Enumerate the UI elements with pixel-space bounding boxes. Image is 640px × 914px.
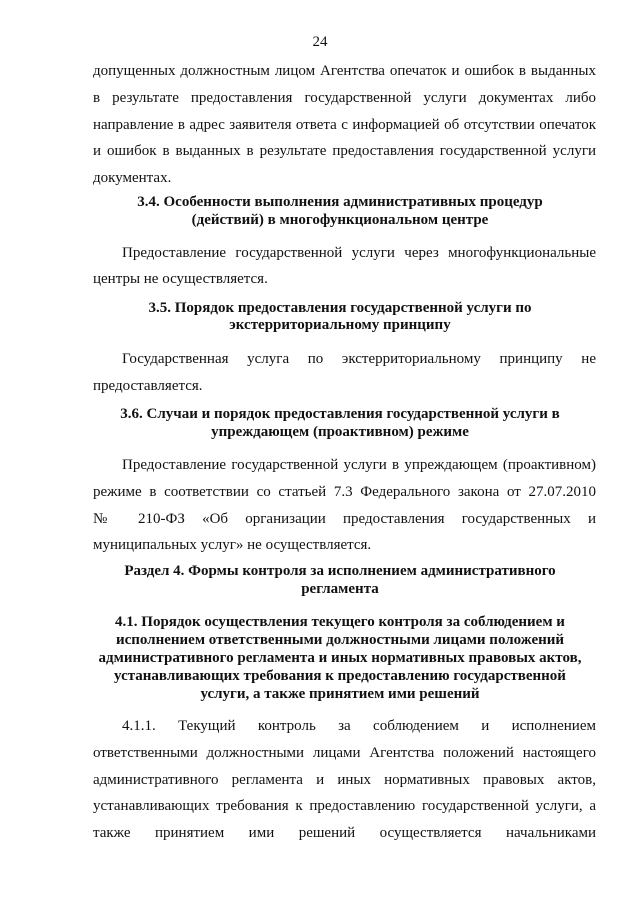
paragraph-1-line-5: документах. [93, 170, 172, 186]
paragraph-1-line-2: в результате предоставления государственной услуги документах либо [93, 90, 596, 106]
heading-4-1-line-4: устанавливающих требования к предоставлению государственной [114, 668, 566, 684]
paragraph-3-line-2: предоставляется. [93, 378, 203, 394]
heading-3-4-line-2: (действий) в многофункциональном центре [191, 212, 489, 228]
paragraph-1-line-3: направление в адрес заявителя ответа с информацией об отсутствии опечаток [93, 117, 596, 133]
paragraph-5-line-3: административного регламента и иных нормативных правовых актов, [93, 772, 596, 788]
paragraph-2-line-1: Предоставление государственной услуги через многофункциональные [122, 245, 596, 261]
page-number: 24 [312, 34, 328, 50]
heading-3-6-line-2: упреждающем (проактивном) режиме [211, 424, 469, 440]
heading-4-1-line-1: 4.1. Порядок осуществления текущего контроля за соблюдением и [115, 614, 565, 630]
paragraph-4-line-4: муниципальных услуг» не осуществляется. [93, 537, 372, 553]
paragraph-5-line-5: также принятием ими решений осуществляется начальниками [93, 825, 596, 841]
paragraph-4-line-1: Предоставление государственной услуги в упреждающем (проактивном) [122, 457, 596, 473]
heading-4-1-line-3: административного регламента и иных нормативных правовых актов, [98, 650, 582, 666]
heading-3-6-line-1: 3.6. Случаи и порядок предоставления государственной услуги в [120, 406, 560, 422]
heading-4-1-line-5: услуги, а также принятием ими решений [200, 686, 480, 702]
paragraph-5-line-4: устанавливающих требования к предоставлению государственной услуги, а [93, 798, 596, 814]
paragraph-5-line-1: 4.1.1. Текущий контроль за соблюдением и исполнением [122, 718, 596, 734]
heading-3-5-line-1: 3.5. Порядок предоставления государственной услуги по [148, 300, 532, 316]
paragraph-4-line-3: № 210-ФЗ «Об организации предоставления государственных и [93, 511, 596, 527]
section-4-title-line-2: регламента [301, 581, 379, 597]
paragraph-4-line-2: режиме в соответствии со статьей 7.3 Федерального закона от 27.07.2010 [93, 484, 596, 500]
heading-4-1-line-2: исполнением ответственными должностными лицами положений [115, 632, 565, 648]
paragraph-1-line-4: и ошибок в выданных в результате предоставления государственной услуги [93, 143, 596, 159]
paragraph-2-line-2: центры не осуществляется. [93, 271, 268, 287]
heading-3-4-line-1: 3.4. Особенности выполнения административных процедур [137, 194, 543, 210]
paragraph-3-line-1: Государственная услуга по экстерриториальному принципу не [122, 351, 596, 367]
paragraph-5-line-2: ответственными должностными лицами Агентства положений настоящего [93, 745, 596, 761]
paragraph-1-line-1: допущенных должностным лицом Агентства опечаток и ошибок в выданных [93, 63, 596, 79]
heading-3-5-line-2: экстерриториальному принципу [229, 317, 451, 333]
section-4-title-line-1: Раздел 4. Формы контроля за исполнением административного [124, 563, 556, 579]
